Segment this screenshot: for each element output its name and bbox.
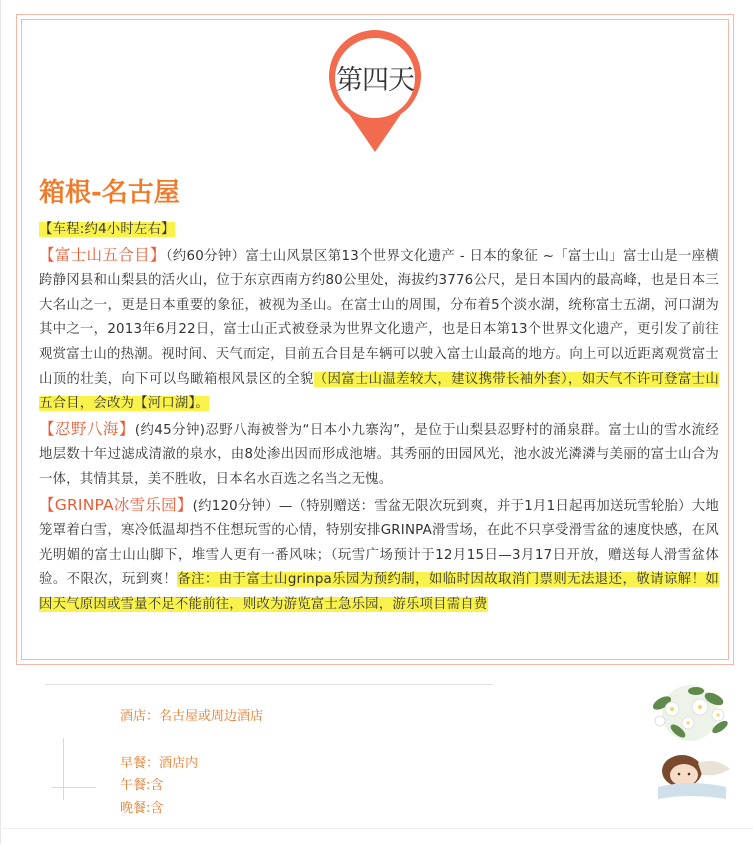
route-title: 箱根-名古屋: [39, 178, 180, 208]
page-edge-line: [0, 0, 1, 844]
grinpa-paragraph: [39, 493, 719, 618]
grinpa-note: 备注：由于富士山grinpa乐园为预约制，如临时因故取消门票则无法退还，敬请谅解！如因天气原因或雪量不足不能前往，则改为游览富士急乐园，游乐项目需自费: [39, 572, 719, 612]
bottom-strip: [0, 828, 753, 845]
fuji-description: （约60分钟）富士山风景区第13个世界文化遗产 - 日本的象征 ~「富士山」富士山是一座横跨静冈县和山梨县的活火山，位于东京西南方约80公里处，海拔约3776公尺，是日本国内的最高峰，也是日本三大名山之一，更是日本重要的象征，被视为圣山。在富士山的周围，分布着5个淡水湖，统称富士五湖，河口湖为其中之一，2013年6月22日，富士山正式被登录为世界文化遗产，也是日本第13个世界文化遗产，更引发了前往观赏富士山的热潮。视时间、天气而定，目前五合目是车辆可以驶入富士山最高的地方。向上可以近距离观赏富士山顶的壮美，向下可以鸟瞰箱根风景区的全貌: [39, 248, 719, 387]
corner-line-horizontal: [52, 787, 96, 788]
lunch-info: 午餐:含: [120, 778, 164, 793]
itinerary-content: [39, 218, 719, 618]
fuji-note: （因富士山温差较大，建议携带长袖外套），如天气不许可登富士山五合目，会改为【河口湖】。: [39, 371, 719, 412]
flower-girl-illustration-icon: [640, 683, 740, 808]
breakfast-info: 早餐：酒店内: [120, 756, 199, 771]
attraction-fuji: 【富士山五合目】: [39, 245, 166, 264]
attraction-grinpa: 【GRINPA冰雪乐园】: [39, 495, 193, 514]
oshino-paragraph: [39, 417, 719, 493]
dinner-info: 晚餐:含: [120, 801, 164, 816]
fuji-paragraph: [39, 243, 719, 417]
hotel-info: 酒店：名古屋或周边酒店: [120, 709, 264, 724]
oshino-description: (约45分钟)忍野八海被誉为“日本小九寨沟”，是位于山梨县忍野村的涌泉群。富士山的雪水流经地层数十年过滤成清澈的泉水，由8处渗出因而形成池塘。其秀丽的田园风光，池水波光潾潾与美丽的富士山合为一体，其情其景，美不胜收，日本名水百选之名当之无愧。: [39, 422, 720, 487]
day-badge: 第四天: [336, 65, 414, 96]
drive-time: 【车程:约4小时左右】: [39, 222, 175, 237]
attraction-oshino: 【忍野八海】: [39, 419, 135, 438]
corner-line-vertical: [63, 738, 64, 800]
grinpa-description: (约120分钟）—（特别赠送：雪盆无限次玩到爽，并于1月1日起再加送玩雪轮胎）大地笼罩着白雪，寒冷低温却挡不住想玩雪的心情，特别安排GRINPA滑雪场，在此不只享受滑雪盆的速度快感，在风光明媚的富士山山脚下，堆雪人更有一番风味；（玩雪广场预计于12月15日—3月17日开放，赠送每人滑雪盆体验。不限次，玩到爽！: [39, 498, 719, 588]
section-divider: [45, 684, 493, 685]
